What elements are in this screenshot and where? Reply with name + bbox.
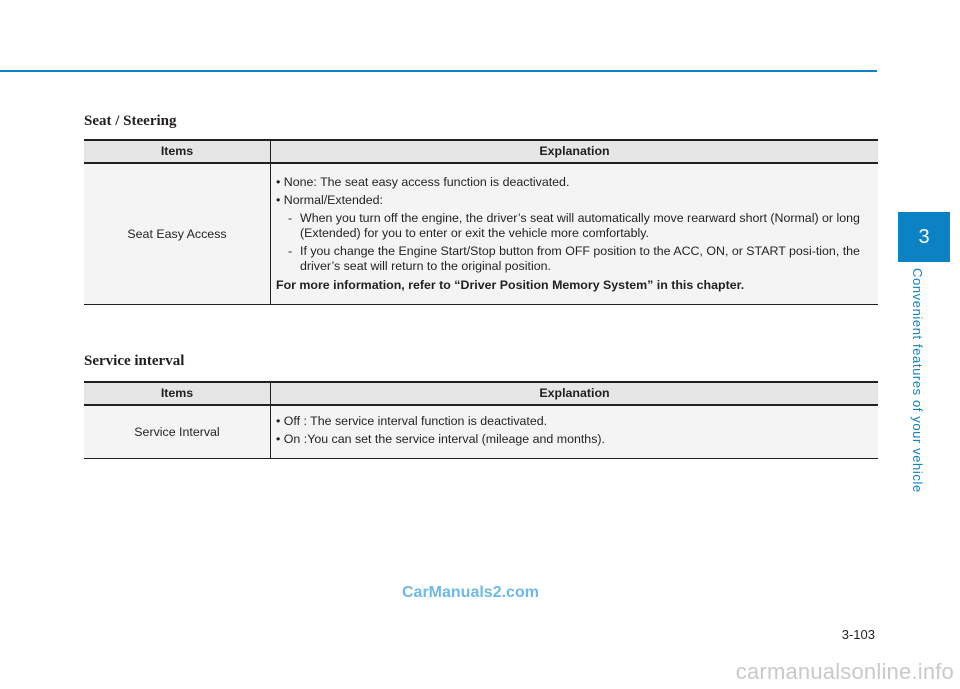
bullet-normal-extended: • Normal/Extended: [276,193,383,207]
footer-banner [0,653,960,689]
table-header-row [84,382,878,405]
dash-mark: - [288,211,293,225]
items-header: Items [84,140,271,163]
explanation-header: Explanation [271,382,879,405]
table-header-row [84,140,878,163]
sub-item-engine-off [276,211,874,241]
explanation-header: Explanation [271,140,879,163]
chapter-tab: 3 [898,212,950,262]
item-cell: Service Interval [84,405,271,459]
explanation-cell [271,163,879,305]
sub-item-start-stop [276,244,874,274]
chapter-title: Convenient features of your vehicle [910,268,925,493]
service-interval-table [84,381,878,459]
section-title-service-interval: Service interval [84,353,185,369]
top-divider [0,70,877,72]
section-title-seat-steering: Seat / Steering [84,113,177,129]
dash-mark: - [288,244,293,258]
item-cell: Seat Easy Access [84,163,271,305]
page-number: 3-103 [841,627,875,642]
sub-item-text: If you change the Engine Start/Stop button from OFF position to the ACC, ON, or START posi-tion, the driver’s seat will return to the original position. [300,244,860,273]
table-row [84,405,878,459]
sub-item-text: When you turn off the engine, the driver’s seat will automatically move rearward short (Normal) or long (Extended) for you to enter or exit the vehicle more comfortably. [300,211,860,240]
watermark-carmanuals2: CarManuals2.com [402,584,539,601]
bullet-on: • On :You can set the service interval (mileage and months). [276,432,605,446]
bullet-none: • None: The seat easy access function is deactivated. [276,175,570,189]
reference-note: For more information, refer to “Driver Position Memory System” in this chapter. [276,278,745,292]
table-row [84,163,878,305]
explanation-cell [271,405,879,459]
items-header: Items [84,382,271,405]
bullet-off: • Off : The service interval function is deactivated. [276,414,548,428]
watermark-carmanualsonline: carmanualsonline.info [735,659,954,684]
seat-steering-table [84,139,878,305]
